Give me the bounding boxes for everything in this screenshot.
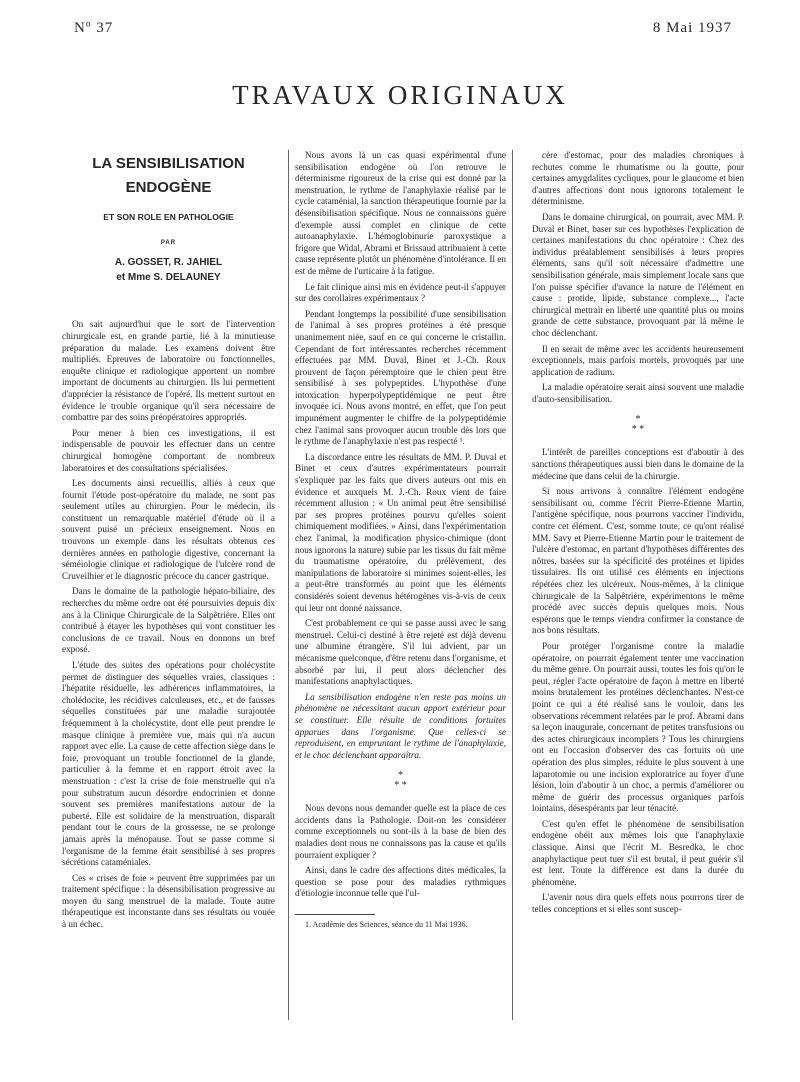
paragraph: Ces « crises de foie » peuvent être supprimées par un traitement spécifique : la désensibilisation progressive au moyen du sang menstruel de la malade. Toute autre thérapeutique est inconstante dans ses résultats ou vouée à un échec. bbox=[62, 872, 275, 930]
column-2 bbox=[288, 150, 513, 1020]
paragraph: Dans le domaine chirurgical, on pourrait, avec MM. P. Duval et Binet, baser sur ces hypothèses l'explication de certaines manifestations du choc opératoire : Chez des individus préalablement sensibilisés à leurs propres éléments, sans qu'il soit nécessaire d'admettre une sensibilisation générale, mais simplement locale sans que l'on puisse spécifier d'avance la nature de l'élément en cause : protide, lipide, substance complexe..., l'acte chirurgical mettrait en liberté une quantité plus ou moins grande de cette substance, provoquant par là même le choc déclenchant. bbox=[532, 211, 744, 338]
column-3 bbox=[532, 150, 744, 920]
article-authors-2: et Mme S. DELAUNEY bbox=[116, 271, 221, 283]
paragraph: L'étude des suites des opérations pour cholécystite permet de distinguer des séquelles vraies, classiques : l'hépatite résiduelle, les adhérences inflammatoires, la cholédocite, les récidives calculeuses, etc., et de fausses séquelles constituées par une maladie surajoutée fréquemment à la cholécystite, dont elle peut prendre le masque clinique à première vue, mais qui n'a aucun rapport avec elle. La cause de cette affection siège dans le foie, provoquant un trouble fonctionnel de la glande, particulier à la femme et en rapport étroit avec la menstruation : c'est la crise de foie menstruelle qui n'a pour substratum aucun désordre endocrinien et donne souvent ses premières manifestations autour de la puberté. Elle est solidaire de la menstruation, disparaît pendant tout le cours de la grossesse, ne se prolonge jamais après la ménopause. Tout se passe comme si l'organisme de la femme était sensibilisé à ses propres sécrétions cataméniales. bbox=[62, 660, 275, 868]
asterism: * * * bbox=[631, 414, 645, 436]
asterism: * * * bbox=[394, 770, 407, 792]
paragraph: Pour protéger l'organisme contre la maladie opératoire, on pourrait également tenter une vaccination du même genre. On pourrait aussi, toutes les fois qu'on le peut, régler l'acte opératoire de façon à mettre en liberté moins brutalement les protéines déclenchantes. N'est-ce point ce qui a été réalisé sans le vouloir, dans les observations récemment relatées par le prof. Abrami dans sa leçon inaugurale, concernant de petites transfusions ou des actes chirurgicaux incomplets ? Tous les chirurgiens ont eu l'occasion d'observer des cas fortuits où une opération des plus simples, réduite le plus souvent à une laparotomie ou une incision exploratrice au foyer d'une lésion, loin d'aboutir à un choc, a permis d'améliorer ou même de guérir des processus organiques parfois lointains, désespérants par leur ténacité. bbox=[532, 640, 744, 814]
paragraph: Nous avons là un cas quasi expérimental d'une sensibilisation endogène où l'on retrouve le déterminisme rigoureux de la crise qui est donné par la menstruation, le rythme de l'anaphylaxie réalisé par le cycle cataménial, la sanction thérapeutique fournie par la désensibilisation spécifique. Nous ne connaissons guère d'exemple aussi complet en clinique de cette autoanaphylaxie. L'hémoglobinurie paroxystique a frigore que Widal, Abrami et Brissaud attribuaient à cette cause représente plutôt un phénomène d'intolérance. Il en est de même de l'urticaire à la fatigue. bbox=[295, 150, 506, 276]
paragraph: On sait aujourd'hui que le sort de l'intervention chirurgicale est, en grande partie, lié à la minutieuse préparation du malade. Les examens doivent être multipliés. Epreuves de laboratoire ou fonctionnelles, enquête clinique et radiologique apportent un nombre important de documents au chirurgien. Ils lui permettent d'apprécier la résistance de l'opéré. Ils mettent surtout en évidence le trouble organique qu'il sera nécessaire de combattre par des soins préopératoires appropriés. bbox=[62, 319, 275, 423]
paragraph: Nous devons nous demander quelle est la place de ces accidents dans la Pathologie. Doit-on les considérer comme exceptionnels ou sont-ils à la base de bien des maladies dont nous ne connaissons pas la cause et qu'ils pourraient expliquer ? bbox=[295, 803, 506, 860]
paragraph: Il en serait de même avec les accidents heureusement exceptionnels, mais parfois mortels, provoqués par une application de radium. bbox=[532, 343, 744, 377]
footnote: 1. Académie des Sciences, séance du 11 Mai 1936. bbox=[305, 920, 468, 930]
paragraph: L'intérêt de pareilles conceptions est d'aboutir à des sanctions thérapeutiques aussi bien dans le domaine de la médecine que dans celui de la chirurgie. bbox=[532, 447, 744, 481]
column-1 bbox=[62, 150, 275, 935]
paragraph: C'est probablement ce qui se passe aussi avec le sang menstruel. Celui-ci destiné à être rejeté est déjà devenu une albumine étrangère. S'il lui advient, par un mécanisme quelconque, d'être retenu dans l'organisme, et absorbé par lui, il peut alors déclencher des manifestations anaphylactiques. bbox=[295, 618, 506, 687]
paragraph: L'avenir nous dira quels effets nous pourrons tirer de telles conceptions et si elles sont suscep- bbox=[532, 892, 744, 915]
page-header-issue: Nº 37 bbox=[74, 20, 114, 36]
paragraph: Pour mener à bien ces investigations, il est indispensable de pouvoir les effectuer dans un centre chirurgical homogène comportant de nombreux laboratoires et des consultations spécialisées. bbox=[62, 427, 275, 473]
page-header-date: 8 Mai 1937 bbox=[652, 20, 732, 36]
paragraph: Le fait clinique ainsi mis en évidence peut-il s'appuyer sur des corollaires expérimentaux ? bbox=[295, 281, 506, 304]
paragraph: Si nous arrivons à connaître l'élément endogène sensibilisant ou, comme l'écrit Pierre-Etienne Martin, l'antigène spécifique, nous pourrons vacciner l'individu, contre cet élément. C'est, somme toute, ce qu'ont réalisé MM. Savy et Pierre-Etienne Martin pour le traitement de l'ulcère d'estomac, en partant d'hypothèses différentes des nôtres, basées sur la spécificité des protéines et lipides tissulaires. Ils ont utilisé ces éléments en injections répétées chez les ulcéreux. Nous-mêmes, à la clinique chirurgicale de la Salpêtrière, expérimentons le même procédé avec succès depuis quelques mois. Nous espérons que le temps viendra confirmer la constance de nos bons résultats. bbox=[532, 486, 744, 636]
article-title-line2: ENDOGÈNE bbox=[125, 179, 212, 196]
paragraph: La maladie opératoire serait ainsi souvent une maladie d'auto-sensibilisation. bbox=[532, 382, 744, 404]
paragraph-italic: La sensibilisation endogène n'en reste pas moins un phénomène ne nécessitant aucun apport extérieur pour se constituer. Elle résulte de conditions fortuites apparues dans l'organisme. Que celles-ci se reproduisent, en empruntant le rythme de l'anaphylaxie, et le choc déclenchant apparaîtra. bbox=[295, 691, 506, 760]
paragraph: Ainsi, dans le cadre des affections dites médicales, la question se pose pour des maladies rythmiques d'étiologie inconnue telle que l'ul- bbox=[295, 865, 506, 899]
paragraph: Les documents ainsi recueillis, alliés à ceux que fournit l'étude post-opératoire du malade, ne sont pas seulement utiles au chirurgien. Pour le médecin, ils constituent un remarquable matériel d'étude où il a souvent puisé un précieux enseignement. Nous en trouvons un exemple dans les résultats obtenus ces dernières années en pathologie digestive, concernant la séméiologie clinique et radiologique de l'ulcère rond de Cruveilhier et le diagnostic précoce du cancer gastrique. bbox=[62, 478, 275, 581]
paragraph: Pendant longtemps la possibilité d'une sensibilisation de l'animal à ses propres protéines a été presque unanimement niée, sauf en ce qui concerne le cristallin. Cependant de fort intéressantes recherches récemment effectuées par MM. Duval, Binet et J.-Ch. Roux prouvent de façon péremptoire que le chien peut être sensibilisé à ses polypeptides. L'hypothèse d'une intoxication hyperpolypeptidémique ne peut être invoquée ici. Nous avons montré, en effet, que l'on peut impunément augmenter le chiffre de la polypeptidémie chez l'animal sans provoquer aucun trouble dès lors que le rythme de l'anaphylaxie n'est pas respecté ¹. bbox=[295, 308, 506, 447]
footnote-rule bbox=[295, 914, 375, 915]
article-subtitle: ET SON ROLE EN PATHOLOGIE bbox=[103, 212, 234, 222]
paragraph: La discordance entre les résultats de MM. P. Duval et Binet et ceux d'autres expérimentateurs pourrait s'expliquer par les faits que divers auteurs ont mis en évidence et auxquels M. J.-Ch. Roux vient de faire récemment allusion : « Un animal peut être sensibilisé par ses propres protéines pourvu qu'elles soient chimiquement modifiées. » Ainsi, dans l'expérimentation chez l'animal, la modification physico-chimique (dont nous ignorons la nature) subie par les tissus du fait même du traumatisme opératoire, du prélèvement, des manipulations de laboratoire si minimes soient-elles, les a peut-être transformés au point que les éléments considérés soient devenus hétérogènes vis-à-vis de ceux qui leur ont donné naissance. bbox=[295, 451, 506, 613]
article-par: PAR bbox=[160, 239, 177, 246]
paragraph: Dans le domaine de la pathologie hépato-biliaire, des recherches du même ordre ont été poursuivies depuis dix ans à la Clinique Chirurgicale de la Salpêtrière. Elles ont contribué à étayer les hypothèses qui vont constituer les conclusions de ce travail. Nous en donnons un bref exposé. bbox=[62, 586, 275, 655]
section-title: TRAVAUX ORIGINAUX bbox=[232, 80, 568, 110]
article-title-line1: LA SENSIBILISATION bbox=[92, 155, 245, 172]
article-authors: A. GOSSET, R. JAHIEL bbox=[114, 257, 223, 269]
paragraph: C'est qu'en effet le phénomène de sensibilisation endogène obéit aux mêmes lois que l'anaphylaxie classique. Ainsi que l'écrit M. Besredka, le choc anaphylactique peut tuer s'il est brutal, il peut guérir s'il est lent. Toute la différence est dans la durée du phénomène. bbox=[532, 818, 744, 887]
paragraph: cère d'estomac, pour des maladies chroniques à rechutes comme le rhumatisme ou la goutte, pour certaines amygdalites cycliques, pour le glaucome et bien d'autres affections dont nous ignorons totalement le déterminisme. bbox=[532, 150, 744, 207]
